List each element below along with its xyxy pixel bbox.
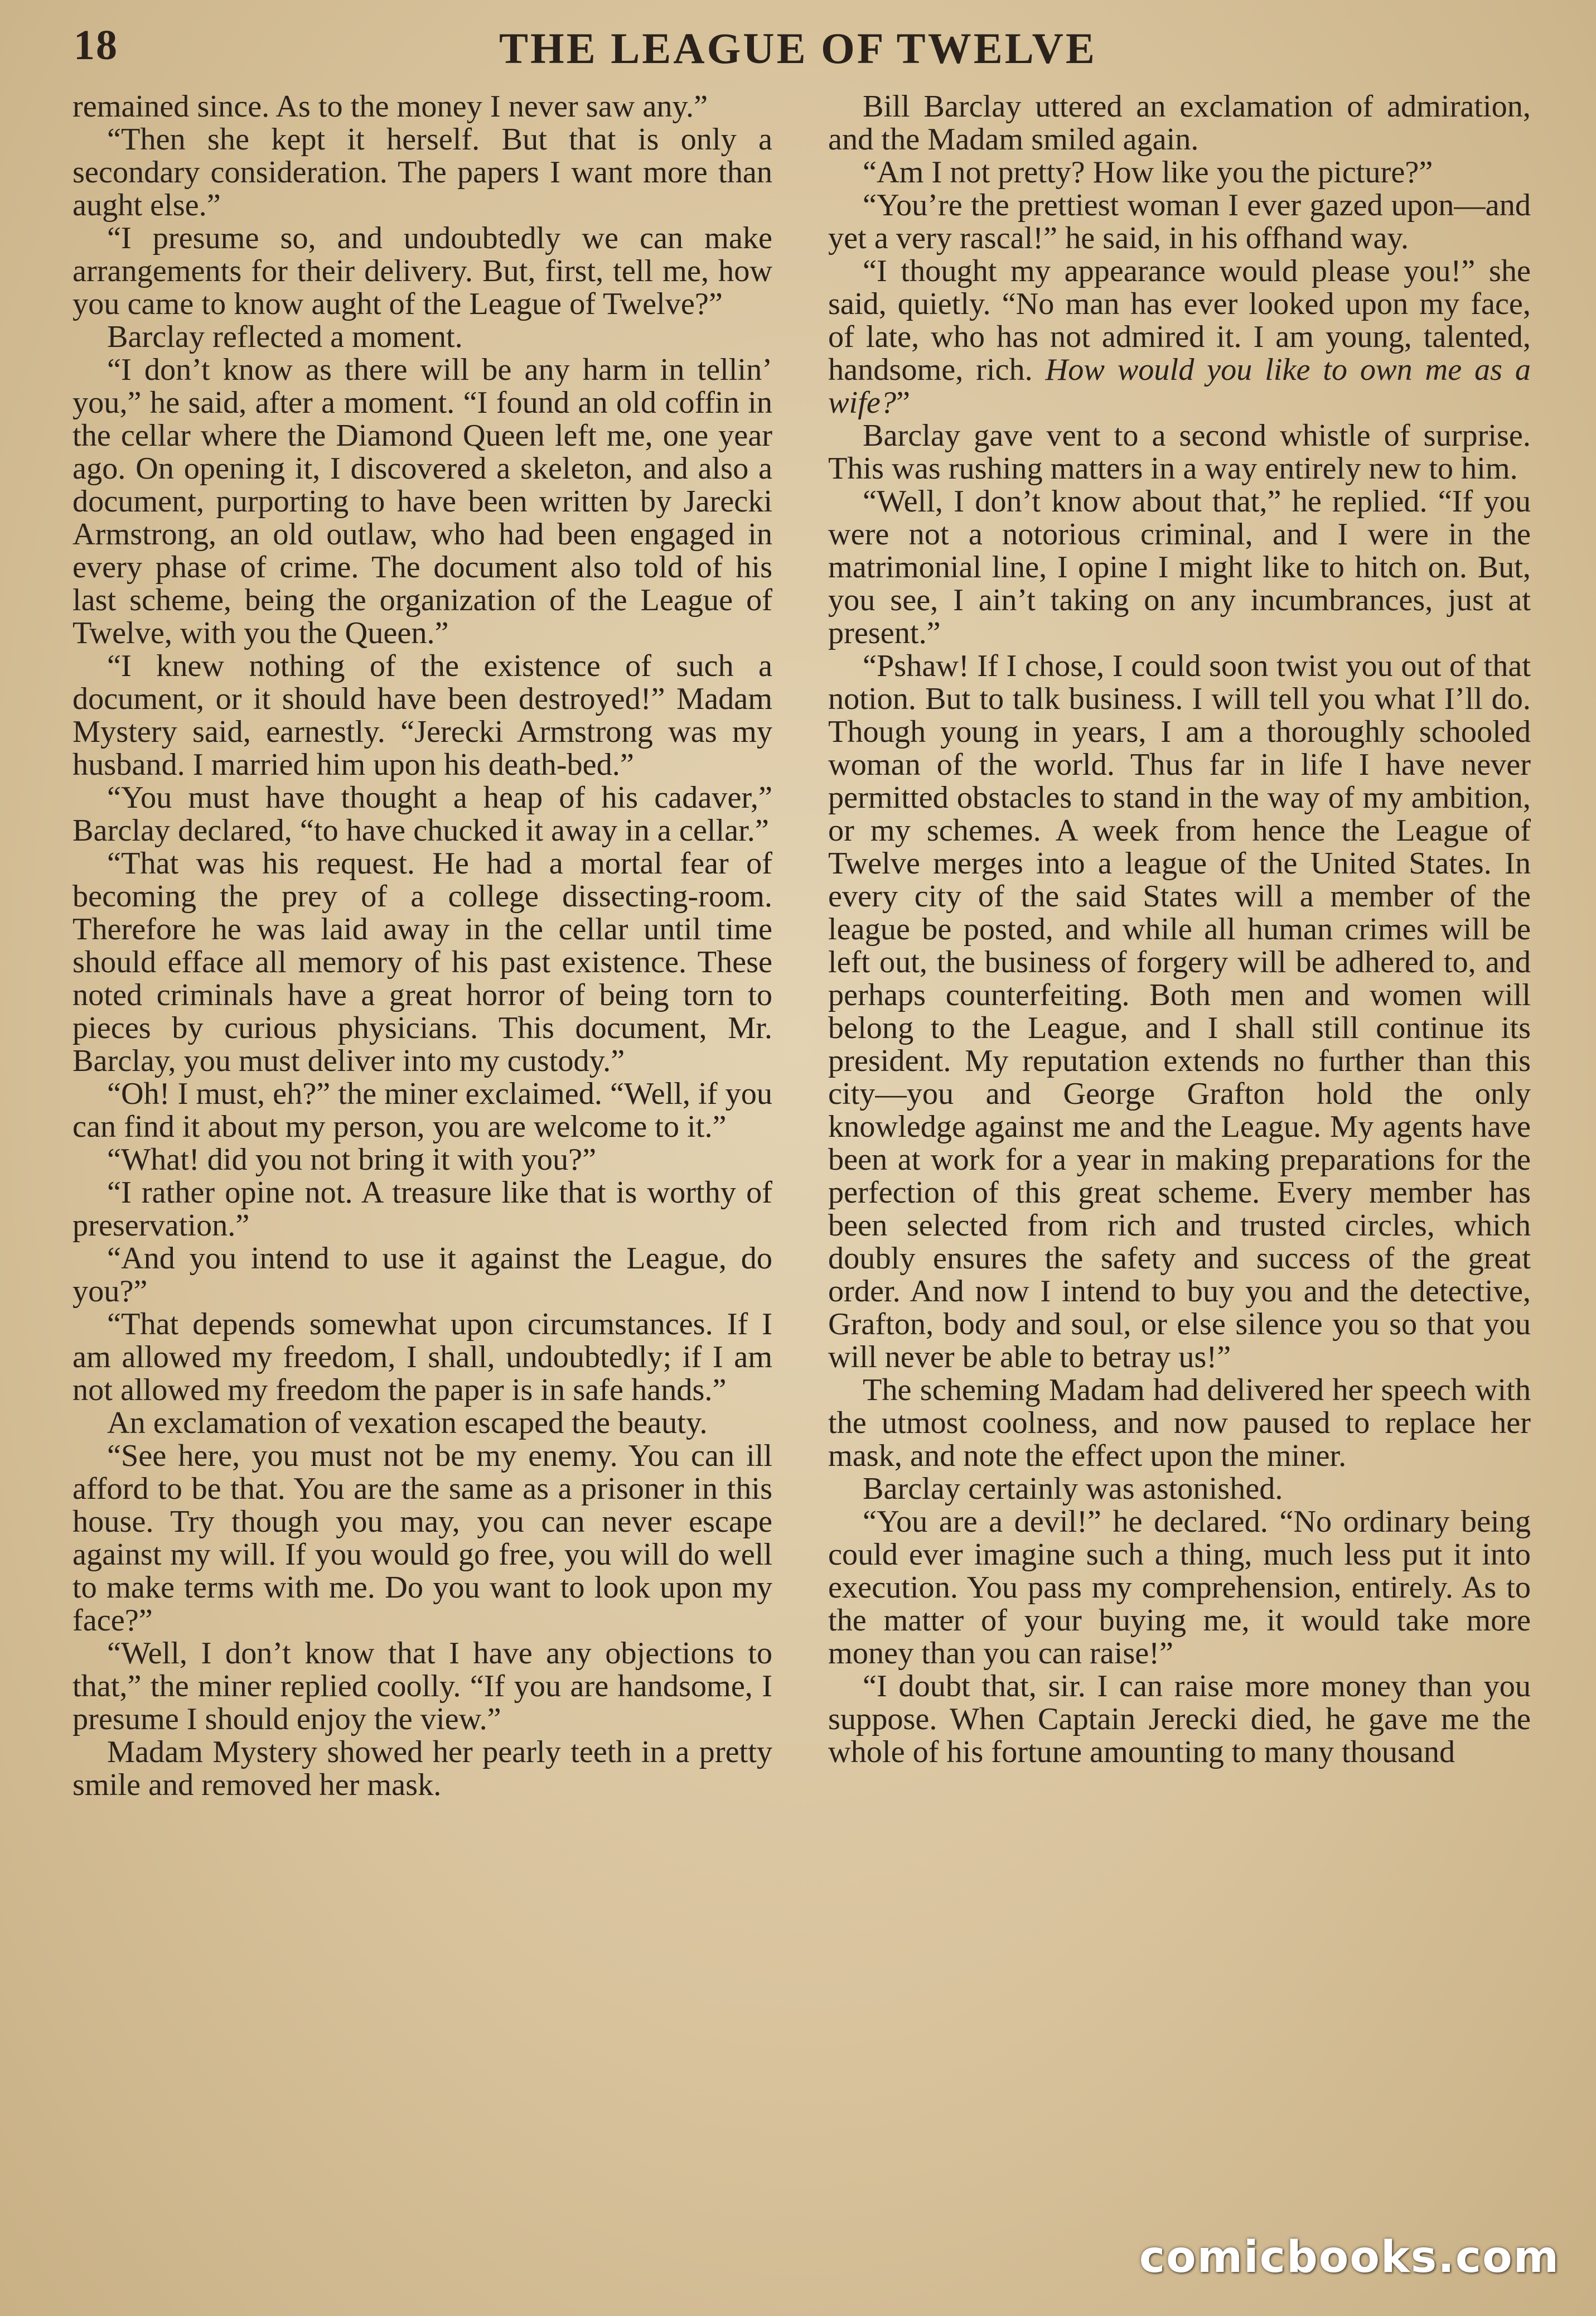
paragraph: “Well, I don’t know that I have any objections to that,” the miner replied coolly. “If you are handsome, I presume I should enjoy the view.” [72,1636,772,1736]
paragraph: “Well, I don’t know about that,” he replied. “If you were not a notorious criminal, and I were in the matrimonial line, I opine I might like to hitch on. But, you see, I ain’t taking on any incumbrances, just at present.” [828,484,1531,650]
paragraph: “Oh! I must, eh?” the miner exclaimed. “Well, if you can find it about my person, you are welcome to it.” [72,1077,772,1144]
paragraph: “I knew nothing of the existence of such a document, or it should have been destroyed!” Madam Mystery said, earnestly. “Jerecki Armstrong was my husband. I married him upon his death-bed.” [72,649,772,782]
paragraph: “Pshaw! If I chose, I could soon twist you out of that notion. But to talk business. I will tell you what I’ll do. Though young in years, I am a thoroughly schooled woman of the world. Thus far in life I have never permitted obstacles to stand in the way of my ambition, or my schemes. A week from hence the League of Twelve merges into a league of the United States. In every city of the said States will a member of the league be posted, and while all human crimes will be left out, the business of forgery will be adhered to, and perhaps counterfeiting. Both men and women will belong to the League, and I shall still continue its president. My reputation extends no further than this city—you and George Grafton hold the only knowledge against me and the League. My agents have been at work for a year in making preparations for the perfection of this great scheme. Every member has been selected from rich and trusted circles, which doubly ensures the safety and success of the great order. And now I intend to buy you and the detective, Grafton, body and soul, or else silence you so that you will never be able to betray us!” [828,649,1531,1374]
paragraph: “You must have thought a heap of his cadaver,” Barclay declared, “to have chucked it away in a cellar.” [72,780,772,848]
watermark: comicbooks.com [1139,2232,1560,2283]
paragraph: “You are a devil!” he declared. “No ordinary being could ever imagine such a thing, much less put it into execution. You pass my comprehension, entirely. As to the matter of your buying me, it would take more money than you can raise!” [828,1504,1531,1671]
paragraph: Barclay gave vent to a second whistle of surprise. This was rushing matters in a way entirely new to him. [828,418,1531,486]
paragraph-text: ” [896,385,910,420]
paragraph: An exclamation of vexation escaped the beauty. [107,1406,708,1440]
paragraph: “I don’t know as there will be any harm in tellin’ you,” he said, after a moment. “I found an old coffin in the cellar where the Diamond Queen left me, one year ago. On opening it, I discovered a skeleton, and also a document, purporting to have been written by Jarecki Armstrong, an old outlaw, who had been engaged in every phase of crime. The document also told of his last scheme, being the organization of the League of Twelve, with you the Queen.” [72,353,772,650]
italic-text: How would you like to own me as a wife? [828,353,1531,420]
running-title: THE LEAGUE OF TWELVE [499,24,1097,73]
paragraph-text: “I thought my appearance would please you!” she said, quietly. “No man has ever looked upon my face, of late, who has not admired it. I am young, talented, handsome, rich. [828,254,1531,387]
page-number: 18 [74,22,118,69]
paragraph: “Then she kept it herself. But that is only a secondary consideration. The papers I want more than aught else.” [72,122,772,223]
paragraph: “Am I not pretty? How like you the picture?” [863,155,1433,190]
right-column [828,90,1531,1769]
paragraph: Barclay reflected a moment. [107,320,463,354]
paragraph: “And you intend to use it against the League, do you?” [72,1241,772,1309]
paragraph [828,255,1531,419]
paragraph: “I doubt that, sir. I can raise more money than you suppose. When Captain Jerecki died, he gave me the whole of his fortune amounting to many thousand [828,1669,1531,1769]
paragraph: “That was his request. He had a mortal fear of becoming the prey of a college dissecting-room. Therefore he was laid away in the cellar until time should efface all memory of his past existence. These noted criminals have a great horror of being torn to pieces by curious physicians. This document, Mr. Barclay, you must deliver into my custody.” [72,846,772,1078]
paragraph: Barclay certainly was astonished. [863,1471,1283,1506]
paragraph: “That depends somewhat upon circumstances. If I am allowed my freedom, I shall, undoubtedly; if I am not allowed my freedom the paper is in safe hands.” [72,1307,772,1407]
paragraph: remained since. As to the money I never saw any.” [72,89,708,124]
paragraph: The scheming Madam had delivered her speech with the utmost coolness, and now paused to replace her mask, and note the effect upon the miner. [828,1373,1531,1473]
paragraph: “I presume so, and undoubtedly we can make arrangements for their delivery. But, first, tell me, how you came to know aught of the League of Twelve?” [72,221,772,321]
paragraph: “See here, you must not be my enemy. You can ill afford to be that. You are the same as a prisoner in this house. Try though you may, you can never escape against my will. If you would go free, you will do well to make terms with me. Do you want to look upon my face?” [72,1439,772,1638]
left-column [72,90,772,1802]
paragraph: Madam Mystery showed her pearly teeth in a pretty smile and removed her mask. [72,1735,772,1802]
paragraph: “I rather opine not. A treasure like that is worthy of preservation.” [72,1175,772,1243]
paragraph: “You’re the prettiest woman I ever gazed upon—and yet a very rascal!” he said, in his offhand way. [828,188,1531,255]
paragraph: Bill Barclay uttered an exclamation of admiration, and the Madam smiled again. [828,89,1531,157]
paragraph: “What! did you not bring it with you?” [107,1142,597,1177]
